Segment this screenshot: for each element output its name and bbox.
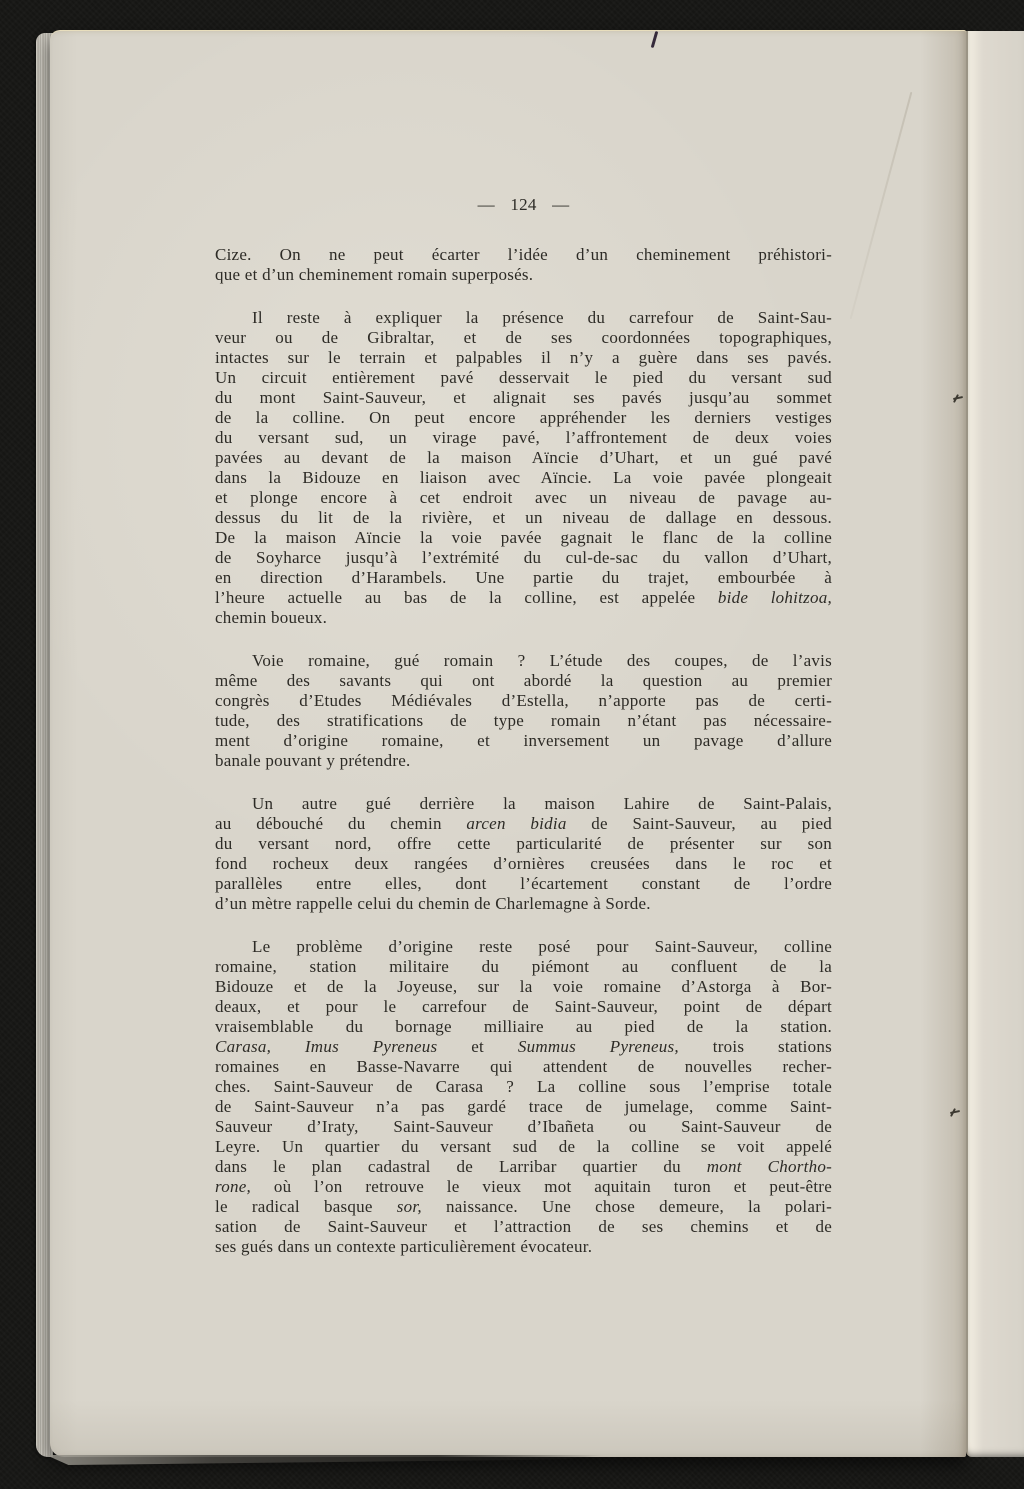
text-line bbox=[215, 894, 832, 914]
text-line bbox=[215, 265, 832, 285]
text-line bbox=[215, 937, 832, 957]
text-line bbox=[215, 957, 832, 977]
text-segment: où l’on retrouve le vieux mot aquitain turon et peut-être bbox=[251, 1177, 832, 1196]
text-line bbox=[215, 1217, 832, 1237]
text-segment: vraisemblable du bornage milliaire au pied de la station. bbox=[215, 1017, 832, 1036]
text-segment: de la colline. On peut encore appréhender les derniers vestiges bbox=[215, 408, 832, 427]
text-line bbox=[215, 751, 832, 771]
text-line bbox=[215, 588, 832, 608]
text-segment: de Soyharce jusqu’à l’extrémité du cul-de-sac du vallon d’Uhart, bbox=[215, 548, 832, 567]
text-line bbox=[215, 671, 832, 691]
paragraph bbox=[215, 308, 832, 628]
text-segment: Voie romaine, gué romain ? L’étude des coupes, de l’avis bbox=[252, 651, 832, 670]
text-segment: dans le plan cadastral de Larribar quartier du bbox=[215, 1157, 707, 1176]
text-segment: l’heure actuelle au bas de la colline, est appelée bbox=[215, 588, 718, 607]
text-line bbox=[215, 1197, 832, 1217]
text-segment: parallèles entre elles, dont l’écartement constant de l’ordre bbox=[215, 874, 832, 893]
text-line bbox=[215, 388, 832, 408]
page-number-header: — 124 — bbox=[477, 195, 570, 214]
paragraph bbox=[215, 937, 832, 1257]
text-segment: de Saint-Sauveur, au pied bbox=[566, 814, 833, 833]
text-line bbox=[215, 1177, 832, 1197]
text-segment: de Saint-Sauveur n’a pas gardé trace de jumelage, comme Saint- bbox=[215, 1097, 832, 1116]
text-line bbox=[215, 1237, 832, 1257]
text-segment: et plonge encore à cet endroit avec un niveau de pavage au- bbox=[215, 488, 832, 507]
binding-stitch-top bbox=[952, 394, 965, 403]
page-bottom-edge bbox=[46, 1455, 606, 1465]
text-column bbox=[215, 195, 832, 1257]
text-line bbox=[215, 651, 832, 671]
text-line bbox=[215, 245, 832, 265]
text-segment: et bbox=[437, 1037, 518, 1056]
text-line bbox=[215, 691, 832, 711]
text-segment: sation de Saint-Sauveur et l’attraction de ses chemins et de bbox=[215, 1217, 832, 1236]
text-line bbox=[215, 1057, 832, 1077]
text-segment: au débouché du chemin bbox=[215, 814, 467, 833]
text-segment: congrès d’Etudes Médiévales d’Estella, n’apporte pas de certi- bbox=[215, 691, 832, 710]
text-line bbox=[215, 508, 832, 528]
text-segment: naissance. Une chose demeure, la polari- bbox=[421, 1197, 832, 1216]
text-line bbox=[215, 368, 832, 388]
text-segment: Le problème d’origine reste posé pour Saint-Sauveur, colline bbox=[252, 937, 832, 956]
text-segment: fond rocheux deux rangées d’ornières creusées dans le roc et bbox=[215, 854, 832, 873]
text-segment: du mont Saint-Sauveur, et alignait ses pavés jusqu’au sommet bbox=[215, 388, 832, 407]
text-segment: en direction d’Harambels. Une partie du trajet, embourbée à bbox=[215, 568, 832, 587]
text-segment: Cize. On ne peut écarter l’idée d’un cheminement préhistori- bbox=[215, 245, 832, 264]
text-segment: trois stations bbox=[678, 1037, 832, 1056]
paragraph bbox=[215, 651, 832, 771]
text-segment: De la maison Aïncie la voie pavée gagnait le flanc de la colline bbox=[215, 528, 832, 547]
text-line bbox=[215, 814, 832, 834]
text-segment: Leyre. Un quartier du versant sud de la colline se voit appelé bbox=[215, 1137, 832, 1156]
text-line bbox=[215, 1137, 832, 1157]
text-segment: même des savants qui ont abordé la question au premier bbox=[215, 671, 832, 690]
page-body-text bbox=[215, 245, 832, 1257]
text-line bbox=[215, 1037, 832, 1057]
book-page bbox=[50, 30, 966, 1457]
text-segment: Un autre gué derrière la maison Lahire de Saint-Palais, bbox=[252, 794, 832, 813]
text-line bbox=[215, 448, 832, 468]
facing-page-edge bbox=[966, 31, 1024, 1457]
text-line bbox=[215, 568, 832, 588]
text-line bbox=[215, 308, 832, 328]
text-line bbox=[215, 1117, 832, 1137]
text-line bbox=[215, 1097, 832, 1117]
text-line bbox=[215, 328, 832, 348]
text-line bbox=[215, 608, 832, 628]
text-segment: dans la Bidouze en liaison avec Aïncie. La voie pavée plongeait bbox=[215, 468, 832, 487]
text-segment: intactes sur le terrain et palpables il n’y a guère dans ses pavés. bbox=[215, 348, 832, 367]
text-segment: pavées au devant de la maison Aïncie d’Uhart, et un gué pavé bbox=[215, 448, 832, 467]
text-segment: du versant nord, offre cette particularité de présenter sur son bbox=[215, 834, 832, 853]
text-line bbox=[215, 488, 832, 508]
text-segment: romaine, station militaire du piémont au confluent de la bbox=[215, 957, 832, 976]
paragraph bbox=[215, 794, 832, 914]
text-line bbox=[215, 977, 832, 997]
text-line bbox=[215, 528, 832, 548]
text-segment: Il reste à expliquer la présence du carrefour de Saint-Sau- bbox=[252, 308, 832, 327]
text-line bbox=[215, 1157, 832, 1177]
text-line bbox=[215, 711, 832, 731]
text-segment: chemin boueux. bbox=[215, 608, 328, 627]
text-segment: du versant sud, un virage pavé, l’affrontement de deux voies bbox=[215, 428, 832, 447]
italic-text-segment: Carasa, Imus Pyreneus bbox=[215, 1037, 438, 1056]
text-line bbox=[215, 1017, 832, 1037]
italic-text-segment: sor, bbox=[396, 1197, 422, 1216]
text-line bbox=[215, 874, 832, 894]
text-line bbox=[215, 997, 832, 1017]
text-line bbox=[215, 408, 832, 428]
text-segment: romaines en Basse-Navarre qui attendent de nouvelles recher- bbox=[215, 1057, 832, 1076]
text-segment: tude, des stratifications de type romain n’étant pas nécessaire- bbox=[215, 711, 832, 730]
text-line bbox=[215, 348, 832, 368]
text-segment: veur ou de Gibraltar, et de ses coordonnées topographiques, bbox=[215, 328, 832, 347]
text-line bbox=[215, 548, 832, 568]
paragraph bbox=[215, 245, 832, 285]
text-segment: que et d’un cheminement romain superposés. bbox=[215, 265, 534, 284]
text-segment: banale pouvant y prétendre. bbox=[215, 751, 411, 770]
text-segment: le radical basque bbox=[215, 1197, 397, 1216]
text-segment: Sauveur d’Iraty, Saint-Sauveur d’Ibañeta ou Saint-Sauveur de bbox=[215, 1117, 832, 1136]
text-line bbox=[215, 468, 832, 488]
text-segment: ches. Saint-Sauveur de Carasa ? La colline sous l’emprise totale bbox=[215, 1077, 832, 1096]
binding-stitch-bottom bbox=[949, 1108, 962, 1117]
italic-text-segment: arcen bidia bbox=[466, 814, 567, 833]
text-line bbox=[215, 1077, 832, 1097]
italic-text-segment: mont Chortho- bbox=[706, 1157, 832, 1176]
italic-text-segment: rone, bbox=[215, 1177, 252, 1196]
text-segment: Bidouze et de la Joyeuse, sur la voie romaine d’Astorga à Bor- bbox=[215, 977, 832, 996]
text-segment: dessus du lit de la rivière, et un niveau de dallage en dessous. bbox=[215, 508, 832, 527]
text-segment: ment d’origine romaine, et inversement un pavage d’allure bbox=[215, 731, 832, 750]
text-segment: ses gués dans un contexte particulièrement évocateur. bbox=[215, 1237, 593, 1256]
text-line bbox=[215, 731, 832, 751]
text-segment: Un circuit entièrement pavé desservait le pied du versant sud bbox=[215, 368, 832, 387]
text-segment: deaux, et pour le carrefour de Saint-Sauveur, point de départ bbox=[215, 997, 832, 1016]
text-line bbox=[215, 794, 832, 814]
italic-text-segment: Summus Pyreneus, bbox=[517, 1037, 679, 1056]
text-line bbox=[215, 428, 832, 448]
italic-text-segment: bide lohitzoa, bbox=[717, 588, 832, 607]
text-line bbox=[215, 834, 832, 854]
text-line bbox=[215, 854, 832, 874]
text-segment: d’un mètre rappelle celui du chemin de Charlemagne à Sorde. bbox=[215, 894, 651, 913]
